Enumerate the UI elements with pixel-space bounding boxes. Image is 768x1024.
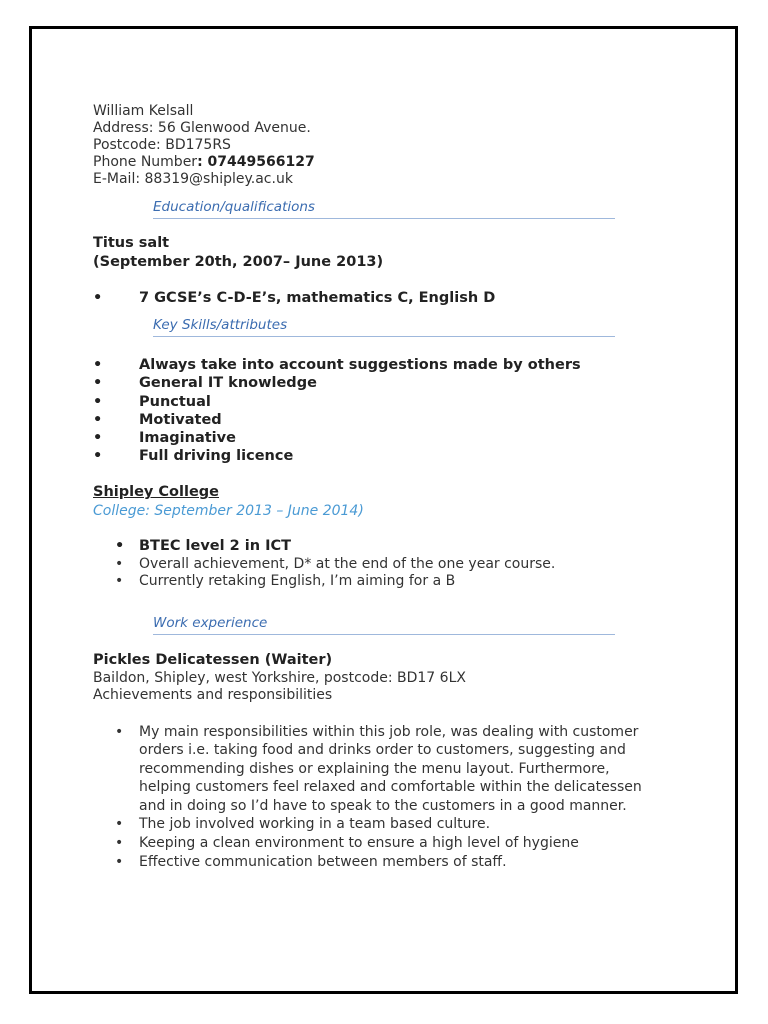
list-item: • BTEC level 2 in ICT xyxy=(115,538,292,555)
bullet-icon: • xyxy=(93,430,103,447)
employer-location: Baildon, Shipley, west Yorkshire, postcode: BD17 6LX xyxy=(93,669,466,686)
list-item: • Overall achievement, D* at the end of the one year course. xyxy=(115,555,556,572)
college-list xyxy=(93,538,693,591)
work-list xyxy=(93,723,653,872)
education-list xyxy=(93,289,693,307)
bullet-icon: • xyxy=(115,815,124,832)
bullet-icon: • xyxy=(93,357,103,374)
education-block xyxy=(93,234,693,272)
school-name: Titus salt xyxy=(93,235,170,251)
work-subheading: Achievements and responsibilities xyxy=(93,686,333,703)
bullet-icon: • xyxy=(93,448,103,465)
contact-name: William Kelsall xyxy=(93,103,194,119)
education-heading: Education/qualifications xyxy=(153,199,615,219)
list-item: • Keeping a clean environment to ensure a high level of hygiene xyxy=(115,835,579,852)
list-item: • 7 GCSE’s C-D-E’s, mathematics C, English D xyxy=(93,290,496,306)
bullet-icon: • xyxy=(115,555,124,572)
phone-value: : 07449566127 xyxy=(197,154,315,170)
list-item: • Motivated xyxy=(93,411,222,428)
college-dates: College: September 2013 – June 2014) xyxy=(93,503,364,520)
bullet-icon: • xyxy=(115,853,124,870)
work-block xyxy=(93,651,693,704)
list-item: • Full driving licence xyxy=(93,448,294,465)
college-block xyxy=(93,483,693,520)
list-item: • Always take into account suggestions made by others xyxy=(93,357,581,374)
phone-label: Phone Number xyxy=(93,154,198,170)
bullet-icon: • xyxy=(93,393,103,410)
bullet-icon: • xyxy=(115,835,124,852)
list-item: • My main responsibilities within this job role, was dealing with customer orders i.e. taking food and drinks order to customers, suggesting and recommending dishes or explaining the menu layout. Furthermore, helping customers feel relaxed and comfortable within the delicatessen and in doing so I’d have to speak to the customers in a good manner. xyxy=(115,723,642,814)
list-item: • Imaginative xyxy=(93,430,236,447)
school-dates: (September 20th, 2007– June 2013) xyxy=(93,254,384,270)
contact-postcode: Postcode: BD175RS xyxy=(93,137,231,153)
bullet-icon: • xyxy=(115,573,124,590)
list-item: • Punctual xyxy=(93,393,211,410)
cv-content xyxy=(93,103,693,871)
list-item: • Effective communication between members of staff. xyxy=(115,853,507,870)
bullet-icon: • xyxy=(115,723,124,740)
bullet-icon: • xyxy=(93,411,103,428)
contact-phone xyxy=(93,154,693,171)
contact-email: E-Mail: 88319@shipley.ac.uk xyxy=(93,171,293,187)
skills-heading: Key Skills/attributes xyxy=(153,317,615,337)
list-item: • The job involved working in a team based culture. xyxy=(115,815,491,832)
employer-name: Pickles Delicatessen (Waiter) xyxy=(93,651,333,668)
contact-block xyxy=(93,103,693,188)
bullet-icon: • xyxy=(93,290,103,306)
skills-list xyxy=(93,356,693,465)
list-item: • Currently retaking English, I’m aiming for a B xyxy=(115,573,456,590)
work-heading: Work experience xyxy=(153,615,615,635)
bullet-icon: • xyxy=(93,375,103,392)
college-name: Shipley College xyxy=(93,484,220,501)
contact-address: Address: 56 Glenwood Avenue. xyxy=(93,120,311,136)
bullet-icon: • xyxy=(115,538,125,555)
list-item: • General IT knowledge xyxy=(93,375,317,392)
